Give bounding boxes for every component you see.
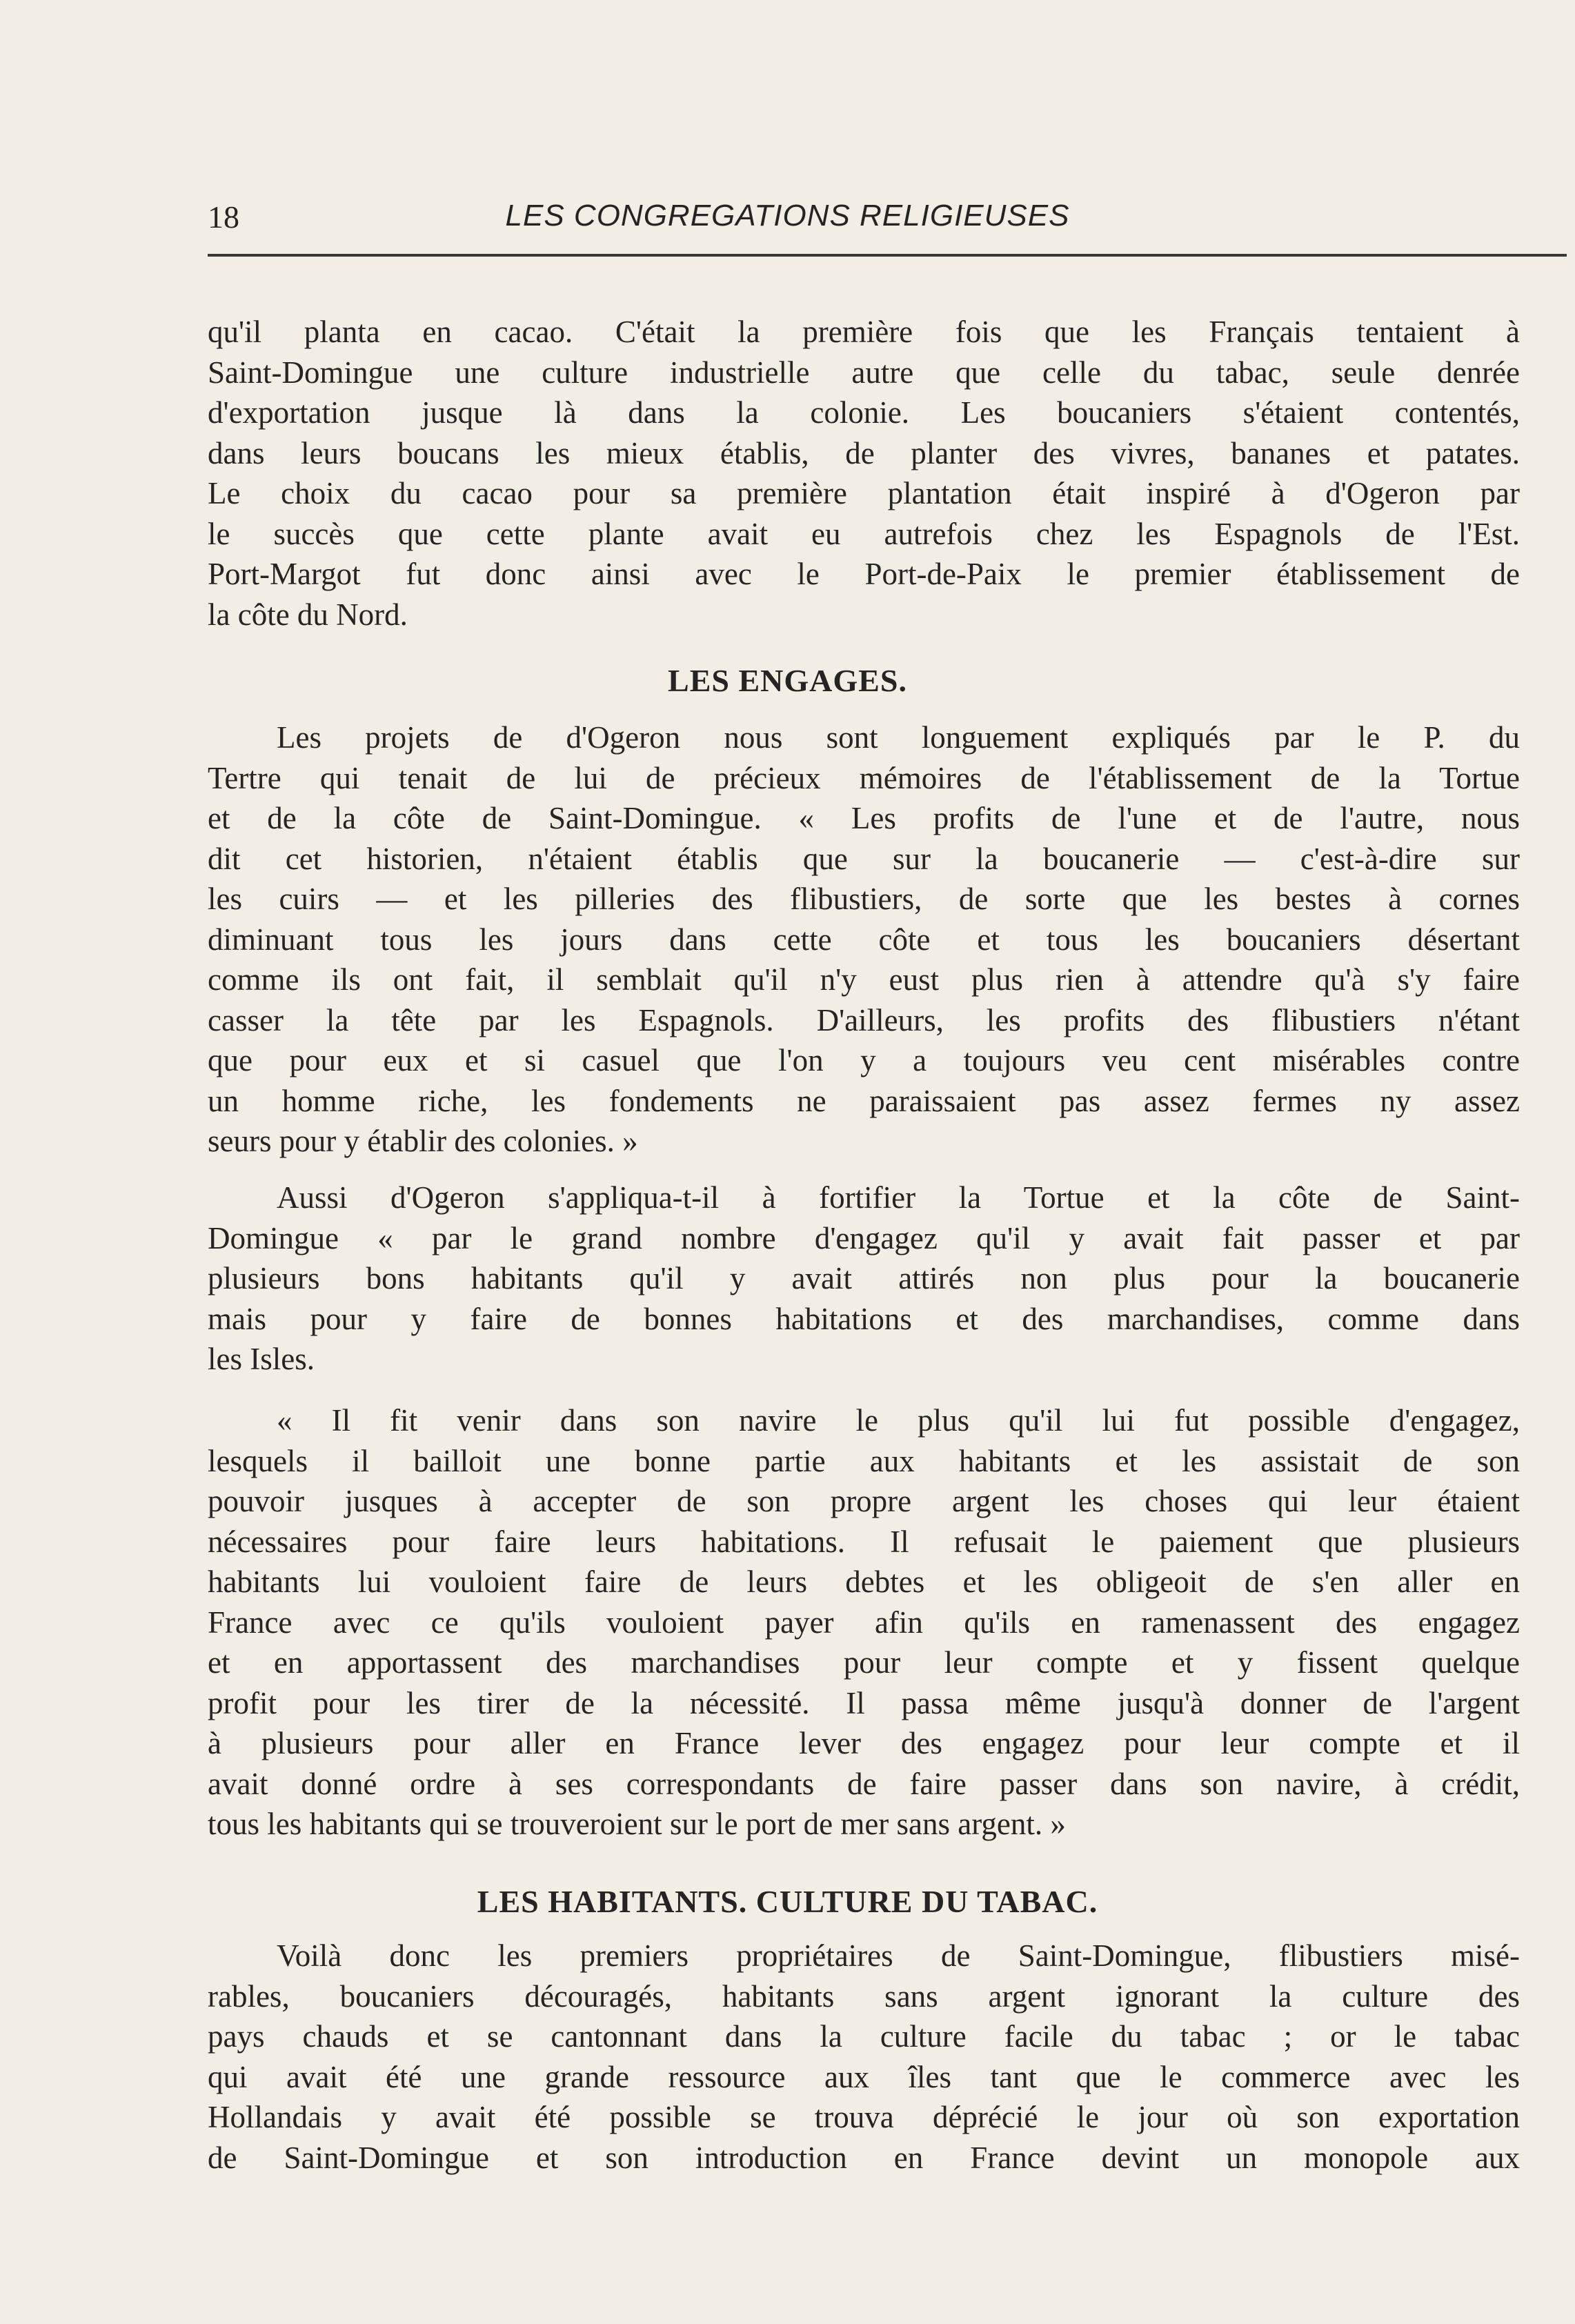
- text-line: d'exportation jusque là dans la colonie. Les boucaniers s'étaient contentés,: [208, 395, 1520, 430]
- text-line: seurs pour y établir des colonies. »: [208, 1124, 638, 1158]
- text-line: pays chauds et se cantonnant dans la culture facile du tabac ; or le tabac: [208, 2019, 1520, 2054]
- header-rule: [208, 254, 1567, 257]
- text-line: le succès que cette plante avait eu autrefois chez les Espagnols de l'Est.: [208, 516, 1520, 551]
- text-line: dans leurs boucans les mieux établis, de planter des vivres, bananes et patates.: [208, 435, 1520, 470]
- text-line: Hollandais y avait été possible se trouva déprécié le jour où son exportation: [208, 2100, 1520, 2134]
- text-line: qui avait été une grande ressource aux îles tant que le commerce avec les: [208, 2059, 1520, 2094]
- text-line: et en apportassent des marchandises pour leur compte et y fissent quelque: [208, 1645, 1520, 1680]
- text-line: habitants lui vouloient faire de leurs debtes et les obligeoit de s'en aller en: [208, 1565, 1520, 1599]
- text-line: la côte du Nord.: [208, 597, 408, 632]
- text-line: les Isles.: [208, 1342, 315, 1376]
- text-line: diminuant tous les jours dans cette côte et tous les boucaniers désertant: [208, 922, 1520, 957]
- text-line: Le choix du cacao pour sa première plantation était inspiré à d'Ogeron par: [208, 476, 1520, 510]
- section-heading: LES ENGAGES.: [668, 663, 907, 698]
- text-line: qu'il planta en cacao. C'était la première fois que les Français tentaient à: [208, 315, 1520, 349]
- text-line: Saint-Domingue une culture industrielle autre que celle du tabac, seule denrée: [208, 355, 1520, 390]
- text-line: France avec ce qu'ils vouloient payer afin qu'ils en ramenassent des engagez: [208, 1605, 1520, 1640]
- text-line: Aussi d'Ogeron s'appliqua-t-il à fortifier la Tortue et la côte de Saint-: [277, 1180, 1520, 1215]
- paragraph: [208, 1178, 1520, 1380]
- text-line: dit cet historien, n'étaient établis que sur la boucanerie — c'est-à-dire sur: [208, 841, 1520, 876]
- text-line: plusieurs bons habitants qu'il y avait attirés non plus pour la boucanerie: [208, 1261, 1520, 1295]
- text-line: à plusieurs pour aller en France lever des engagez pour leur compte et il: [208, 1726, 1520, 1760]
- paragraph: [208, 1936, 1520, 2178]
- text-line: avait donné ordre à ses correspondants de faire passer dans son navire, à crédit,: [208, 1766, 1520, 1801]
- text-line: Voilà donc les premiers propriétaires de Saint-Domingue, flibustiers misé-: [277, 1938, 1520, 1973]
- paragraph: [208, 1400, 1520, 1845]
- paragraph: [208, 717, 1520, 1162]
- text-line: comme ils ont fait, il semblait qu'il n'y eust plus rien à attendre qu'à s'y faire: [208, 962, 1520, 997]
- paragraph: [208, 312, 1520, 635]
- text-line: pouvoir jusques à accepter de son propre argent les choses qui leur étaient: [208, 1484, 1520, 1518]
- text-line: lesquels il bailloit une bonne partie aux habitants et les assistait de son: [208, 1443, 1520, 1478]
- text-line: profit pour les tirer de la nécessité. Il passa même jusqu'à donner de l'argent: [208, 1685, 1520, 1720]
- text-line: les cuirs — et les pilleries des flibustiers, de sorte que les bestes à cornes: [208, 882, 1520, 916]
- running-title: LES CONGREGATIONS RELIGIEUSES: [505, 199, 1070, 232]
- text-line: mais pour y faire de bonnes habitations et des marchandises, comme dans: [208, 1301, 1520, 1336]
- text-line: Les projets de d'Ogeron nous sont longuement expliqués par le P. du: [277, 720, 1520, 755]
- text-line: un homme riche, les fondements ne paraissaient pas assez fermes ny assez: [208, 1083, 1520, 1118]
- section-heading: LES HABITANTS. CULTURE DU TABAC.: [477, 1884, 1098, 1919]
- text-line: Tertre qui tenait de lui de précieux mémoires de l'établissement de la Tortue: [208, 760, 1520, 795]
- text-line: nécessaires pour faire leurs habitations. Il refusait le paiement que plusieurs: [208, 1524, 1520, 1559]
- text-line: rables, boucaniers découragés, habitants sans argent ignorant la culture des: [208, 1978, 1520, 2014]
- text-line: de Saint-Domingue et son introduction en France devint un monopole aux: [208, 2140, 1520, 2175]
- text-line: « Il fit venir dans son navire le plus qu'il lui fut possible d'engagez,: [277, 1403, 1520, 1438]
- page-number: 18: [208, 199, 239, 235]
- text-line: et de la côte de Saint-Domingue. « Les profits de l'une et de l'autre, nous: [208, 801, 1520, 835]
- text-line: que pour eux et si casuel que l'on y a toujours veu cent misérables contre: [208, 1043, 1520, 1077]
- text-line: tous les habitants qui se trouveroient sur le port de mer sans argent. »: [208, 1807, 1066, 1841]
- text-line: Domingue « par le grand nombre d'engagez qu'il y avait fait passer et par: [208, 1220, 1520, 1255]
- text-line: Port-Margot fut donc ainsi avec le Port-de-Paix le premier établissement de: [208, 557, 1520, 591]
- text-line: casser la tête par les Espagnols. D'ailleurs, les profits des flibustiers n'étant: [208, 1002, 1520, 1037]
